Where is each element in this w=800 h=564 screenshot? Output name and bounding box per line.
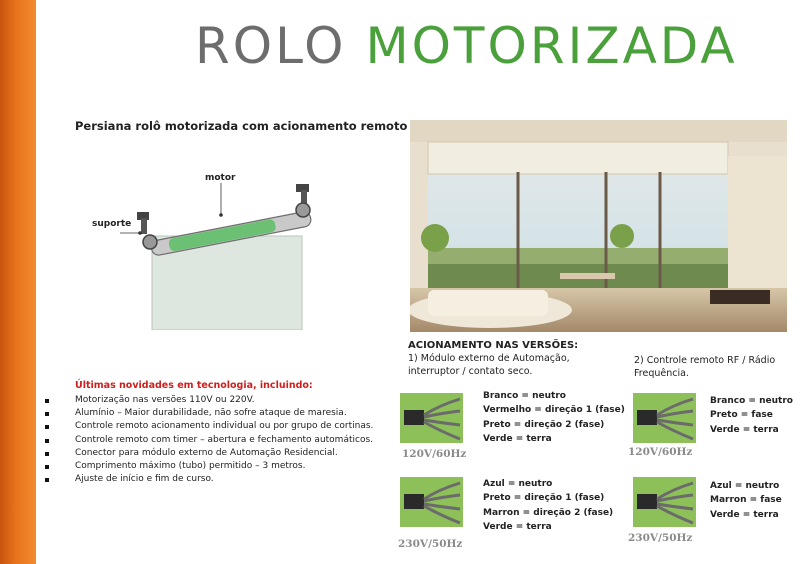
bullet-icon (45, 478, 49, 482)
option-1-text (408, 352, 570, 378)
wire-item: Marron = fase (710, 495, 782, 506)
wire-connector-icon (400, 393, 463, 443)
list-item-text: Controle remoto acionamento individual ou por grupo de cortinas. (75, 421, 374, 432)
list-item (45, 394, 373, 407)
voltage-label: 230V/50Hz (398, 538, 463, 550)
features-list (45, 394, 373, 486)
bullet-icon (45, 425, 49, 429)
wire-item: Verde = terra (710, 424, 779, 435)
roller-blind-diagram (90, 160, 350, 330)
title-part-rolo: ROLO (195, 17, 347, 75)
wire-item: Verde = terra (483, 521, 552, 532)
wire-connector-icon (633, 477, 696, 527)
bullet-icon (45, 412, 49, 416)
voltage-label: 120V/60Hz (402, 448, 467, 460)
bullet-icon (45, 439, 49, 443)
list-item-text: Comprimento máximo (tubo) permitido – 3 metros. (75, 460, 306, 471)
living-room-photo (410, 120, 787, 332)
bullet-icon (45, 465, 49, 469)
wire-list (483, 389, 625, 446)
voltage-label: 230V/50Hz (628, 532, 693, 544)
list-item-text: Controle remoto com timer – abertura e fechamento automáticos. (75, 434, 373, 445)
wire-item: Verde = terra (710, 509, 779, 520)
list-item (45, 407, 373, 420)
wire-item: Vermelho = direção 1 (fase) (483, 405, 625, 416)
wire-item: Azul = neutro (483, 479, 553, 489)
wire-item: Marron = direção 2 (fase) (483, 507, 614, 518)
wire-item: Azul = neutro (710, 481, 780, 491)
page-title (195, 16, 738, 76)
list-item (45, 434, 373, 447)
wire-connector-icon (400, 477, 463, 527)
wire-list (710, 479, 782, 522)
option-1-line-1: 1) Módulo externo de Automação, (408, 353, 570, 364)
wire-list (710, 394, 793, 437)
voltage-label: 120V/60Hz (628, 446, 693, 458)
list-item (45, 473, 373, 486)
news-title: Últimas novidades em tecnologia, incluindo: (75, 380, 313, 391)
left-bracket (137, 212, 157, 249)
subtitle: Persiana rolô motorizada com acionamento remoto (75, 119, 408, 133)
actuation-title: ACIONAMENTO NAS VERSÕES: (408, 340, 579, 351)
wire-connector-icon (633, 393, 696, 443)
option-2-text (634, 354, 775, 380)
suporte-label: suporte (92, 219, 132, 229)
list-item (45, 447, 373, 460)
wire-item: Branco = neutro (710, 396, 793, 406)
option-1-line-2: interruptor / contato seco. (408, 366, 533, 377)
wire-list (483, 477, 613, 534)
list-item (45, 460, 373, 473)
wire-item: Preto = direção 1 (fase) (483, 493, 605, 504)
wire-item: Branco = neutro (483, 391, 566, 401)
list-item (45, 420, 373, 433)
bullet-icon (45, 452, 49, 456)
option-2-line-1: 2) Controle remoto RF / Rádio (634, 355, 776, 366)
wire-item: Preto = direção 2 (fase) (483, 419, 605, 430)
wire-item: Verde = terra (483, 433, 552, 444)
right-bracket (296, 184, 310, 217)
list-item-text: Conector para módulo externo de Automação Residencial. (75, 447, 338, 458)
title-part-motorizada: MOTORIZADA (365, 17, 738, 75)
orange-sidebar (0, 0, 36, 564)
list-item-text: Alumínio – Maior durabilidade, não sofre ataque de maresia. (75, 408, 347, 419)
wire-item: Preto = fase (710, 410, 773, 421)
bullet-icon (45, 399, 49, 403)
option-2-line-2: Frequência. (634, 368, 689, 379)
list-item-text: Ajuste de início e fim de curso. (75, 474, 214, 485)
list-item-text: Motorização nas versões 110V ou 220V. (75, 395, 255, 405)
motor-label: motor (205, 173, 236, 183)
